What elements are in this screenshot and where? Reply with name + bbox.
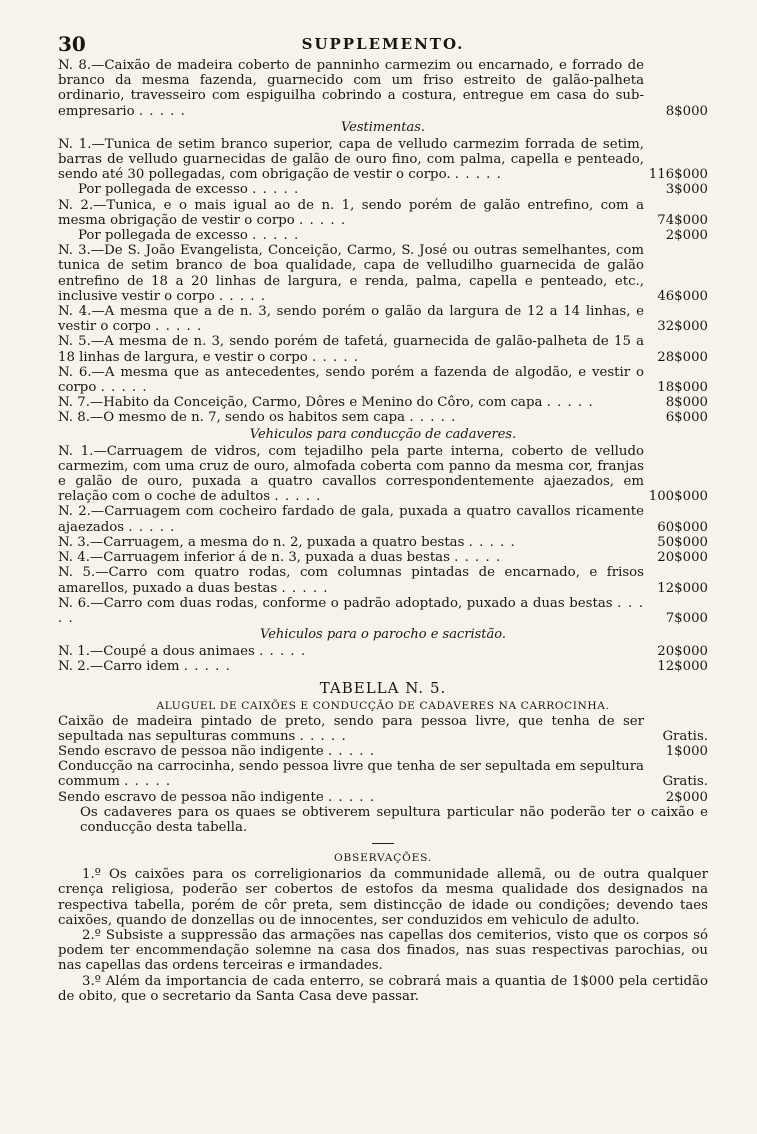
leader-dots: . . . . . bbox=[252, 182, 300, 198]
price-value: Gratis. bbox=[662, 728, 708, 744]
leader-dots: . . . . . bbox=[327, 743, 375, 759]
price-value: Gratis. bbox=[662, 774, 708, 790]
item-price bbox=[644, 581, 708, 596]
item-text: N. 1.—Tunica de setim branco superior, capa de velludo carmezim forrada de setim, barras de velludo guarnecidas de galão de ouro fino, com palma, capella e penteado, sendo até 30 pollegadas, com obrigação de vestir o corpo. . . . . . bbox=[58, 136, 644, 183]
table-row bbox=[58, 714, 708, 744]
item-price bbox=[644, 213, 708, 228]
item-price bbox=[644, 350, 708, 365]
price-value: 74$000 bbox=[657, 212, 708, 228]
item-text: N. 8.—Caixão de madeira coberto de panninho carmezim ou encarnado, e forrado de branco da mesma fazenda, guarnecido com um friso estreito de galão-palheta ordinario, travesseiro com espiguilha cobrindo a costura, entregue em casa do sub-empresario . . . . . bbox=[58, 58, 644, 119]
price-item bbox=[58, 243, 708, 304]
item-text: N. 6.—Carro com duas rodas, conforme o padrão adoptado, puxado a duas bestas . . . . . bbox=[58, 595, 644, 626]
item-text: N. 4.—A mesma que a de n. 3, sendo porém o galão da largura de 12 a 14 linhas, e vestir o corpo . . . . . bbox=[58, 304, 644, 335]
table-title: TABELLA N. 5. bbox=[319, 678, 447, 697]
price-value: 28$000 bbox=[657, 349, 708, 365]
price-value: 116$000 bbox=[648, 167, 708, 183]
observation-paragraph: 2.º Subsiste a suppressão das armações nas capellas dos cemiterios, visto que os corpos só podem ter encommendação solemne na casa dos finados, nas suas respectivas parochias, ou nas capellas das ordens terceiras e irmandades. bbox=[58, 927, 708, 974]
price-value: 32$000 bbox=[657, 319, 708, 335]
price-item bbox=[58, 395, 708, 410]
item-price bbox=[644, 520, 708, 535]
table-row bbox=[58, 790, 708, 805]
page-number: 30 bbox=[58, 32, 86, 56]
item-text: N. 1.—Carruagem de vidros, com tejadilho pela parte interna, coberto de velludo carmezim, com uma cruz de ouro, almofada coberta com panno da mesma cor, franjas e galão de ouro, puxada a quatro cavallos correspondentemente ajaezados, em relação com o coche de adultos . . . . . bbox=[58, 443, 644, 505]
leader-dots: . . . . . bbox=[124, 774, 172, 790]
price-value: 20$000 bbox=[657, 644, 708, 660]
item-price bbox=[644, 659, 708, 674]
price-item bbox=[58, 535, 708, 550]
item-text: N. 2.—Tunica, e o mais igual ao de n. 1, sendo porém de galão entrefino, com a mesma obrigação de vestir o corpo . . . . . bbox=[58, 197, 644, 228]
leader-dots: . . . . . bbox=[546, 395, 594, 411]
table-row bbox=[58, 759, 708, 789]
table-note: Os cadaveres para os quaes se obtiverem sepultura particular não poderão ter o caixão e conducção desta tabella. bbox=[80, 804, 708, 835]
item-text: Conducção na carrocinha, sendo pessoa livre que tenha de ser sepultada em sepultura commum . . . . . bbox=[58, 759, 644, 790]
price-value: 6$000 bbox=[665, 410, 708, 426]
item-text: N. 3.—De S. João Evangelista, Conceição, Carmo, S. José ou outras semelhantes, com tunica de setim branco de boa qualidade, capa de velludilho guarnecida de galão entrefino de 18 a 20 linhas de largura, e renda, palma, capella e penteado, etc., inclusive vestir o corpo . . . . . bbox=[58, 243, 644, 304]
price-item bbox=[58, 182, 708, 197]
item-text: N. 8.—O mesmo de n. 7, sendo os habitos sem capa . . . . . bbox=[58, 410, 457, 426]
item-price bbox=[644, 774, 708, 789]
item-price bbox=[644, 167, 708, 182]
section-heading: Vestimentas. bbox=[340, 119, 426, 135]
price-item bbox=[58, 444, 708, 505]
leader-dots: . . . . . bbox=[100, 380, 148, 396]
item-text: N. 4.—Carruagem inferior á de n. 3, puxada a duas bestas . . . . . bbox=[58, 550, 502, 566]
item-text: N. 7.—Habito da Conceição, Carmo, Dôres e Menino do Côro, com capa . . . . . bbox=[58, 395, 594, 411]
item-price bbox=[644, 489, 708, 504]
leader-dots: . . . . . bbox=[454, 550, 502, 566]
item-text: N. 6.—A mesma que as antecedentes, sendo porém a fazenda de algodão, e vestir o corpo . . . . . bbox=[58, 364, 644, 396]
leader-dots: . . . . . bbox=[138, 103, 186, 119]
page-content bbox=[58, 58, 708, 1004]
leader-dots: . . . . . bbox=[327, 789, 375, 805]
item-text: N. 5.—Carro com quatro rodas, com columnas pintadas de encarnado, e frisos amarellos, puxado a duas bestas . . . . . bbox=[58, 565, 644, 596]
coffin-item bbox=[58, 58, 708, 119]
observation-paragraph: 1.º Os caixões para os correligionarios da communidade allemã, ou de outra qualquer crença religiosa, poderão ser cobertos de estofos da mesma qualidade dos designados na respectiva tabella, porém de côr preta, sem distincção de idade ou condições; devendo taes caixões, quando de donzellas ou de innocentes, ser conduzidos em vehiculo de adulto. bbox=[58, 867, 708, 928]
price-item bbox=[58, 137, 708, 183]
item-text: Sendo escravo de pessoa não indigente . . . . . bbox=[58, 789, 375, 805]
price-value: 46$000 bbox=[657, 288, 708, 304]
item-price bbox=[644, 611, 708, 626]
price-item bbox=[58, 228, 708, 243]
price-value: 12$000 bbox=[657, 580, 708, 596]
item-text: N. 5.—A mesma de n. 3, sendo porém de tafetá, guarnecida de galão-palheta de 15 a 18 linhas de largura, e vestir o corpo . . . . . bbox=[58, 334, 644, 365]
price-value: 3$000 bbox=[665, 182, 708, 198]
item-text: N. 1.—Coupé a dous animaes . . . . . bbox=[58, 644, 307, 660]
leader-dots: . . . . . bbox=[58, 595, 644, 626]
leader-dots: . . . . . bbox=[299, 212, 347, 228]
item-price bbox=[644, 319, 708, 334]
item-text: N. 2.—Carro idem . . . . . bbox=[58, 659, 231, 675]
price-item bbox=[58, 410, 708, 425]
item-text: Caixão de madeira pintado de preto, sendo para pessoa livre, que tenha de ser sepultada nas sepulturas communs . . . . . bbox=[58, 713, 644, 744]
item-text: N. 3.—Carruagem, a mesma do n. 2, puxada a quatro bestas . . . . . bbox=[58, 534, 516, 550]
leader-dots: . . . . . bbox=[454, 167, 502, 183]
section-heading: Vehiculos para conducção de cadaveres. bbox=[249, 426, 517, 442]
leader-dots: . . . . . bbox=[155, 319, 203, 335]
table-subtitle: ALUGUEL DE CAIXÕES E CONDUCÇÃO DE CADAVERES NA CARROCINHA. bbox=[156, 699, 610, 712]
price-value: 60$000 bbox=[657, 519, 708, 535]
leader-dots: . . . . . bbox=[468, 534, 516, 550]
price-value: 12$000 bbox=[657, 659, 708, 675]
price-item bbox=[58, 504, 708, 534]
item-price bbox=[644, 744, 708, 759]
observation-paragraph: 3.º Além da importancia de cada enterro, se cobrará mais a quantia de 1$000 pela certidão de obito, que o secretario da Santa Casa deve passar. bbox=[58, 973, 708, 1004]
price-value: 2$000 bbox=[665, 789, 708, 805]
price-value: 100$000 bbox=[648, 489, 708, 505]
leader-dots: . . . . . bbox=[128, 519, 176, 535]
item-price bbox=[644, 790, 708, 805]
leader-dots: . . . . . bbox=[252, 228, 300, 244]
price-value: 7$000 bbox=[665, 610, 708, 626]
section-heading: Vehiculos para o parocho e sacristão. bbox=[260, 627, 506, 643]
leader-dots: . . . . . bbox=[311, 349, 360, 365]
divider bbox=[372, 843, 394, 844]
price-item bbox=[58, 550, 708, 565]
price-item bbox=[58, 365, 708, 395]
price-item bbox=[58, 596, 708, 626]
price-value: 2$000 bbox=[665, 228, 708, 244]
item-price bbox=[644, 729, 708, 744]
price-value: 8$000 bbox=[665, 395, 708, 411]
running-title: SUPPLEMENTO. bbox=[301, 35, 465, 53]
leader-dots: . . . . . bbox=[218, 288, 266, 304]
leader-dots: . . . . . bbox=[183, 659, 231, 675]
leader-dots: . . . . . bbox=[299, 728, 347, 744]
item-price bbox=[644, 228, 708, 243]
item-text: Por pollegada de excesso . . . . . bbox=[78, 228, 300, 244]
page-header bbox=[58, 32, 708, 56]
price-value: 1$000 bbox=[665, 743, 708, 759]
observations-title: OBSERVAÇÕES. bbox=[333, 852, 432, 865]
item-price bbox=[644, 644, 708, 659]
price-item bbox=[58, 198, 708, 228]
price-value: 18$000 bbox=[657, 380, 708, 396]
price-value: 20$000 bbox=[657, 550, 708, 566]
price-item bbox=[58, 304, 708, 334]
item-price bbox=[644, 410, 708, 425]
item-text: N. 2.—Carruagem com cocheiro fardado de gala, puxada a quatro cavallos ricamente ajaezados . . . . . bbox=[58, 504, 644, 535]
leader-dots: . . . . . bbox=[274, 489, 322, 505]
table-row bbox=[58, 744, 708, 759]
item-price bbox=[644, 182, 708, 197]
price-item bbox=[58, 565, 708, 595]
item-price bbox=[644, 104, 708, 119]
leader-dots: . . . . . bbox=[259, 644, 307, 660]
item-text: Sendo escravo de pessoa não indigente . . . . . bbox=[58, 743, 375, 759]
leader-dots: . . . . . bbox=[409, 410, 457, 426]
item-price bbox=[644, 535, 708, 550]
item-price bbox=[644, 395, 708, 410]
price-value: 50$000 bbox=[657, 534, 708, 550]
price-item bbox=[58, 334, 708, 364]
price-item bbox=[58, 659, 708, 674]
item-price bbox=[644, 289, 708, 304]
item-text: Por pollegada de excesso . . . . . bbox=[78, 182, 300, 198]
price-value: 8$000 bbox=[665, 103, 708, 119]
price-item bbox=[58, 644, 708, 659]
item-price bbox=[644, 380, 708, 395]
item-price bbox=[644, 550, 708, 565]
leader-dots: . . . . . bbox=[281, 580, 329, 596]
